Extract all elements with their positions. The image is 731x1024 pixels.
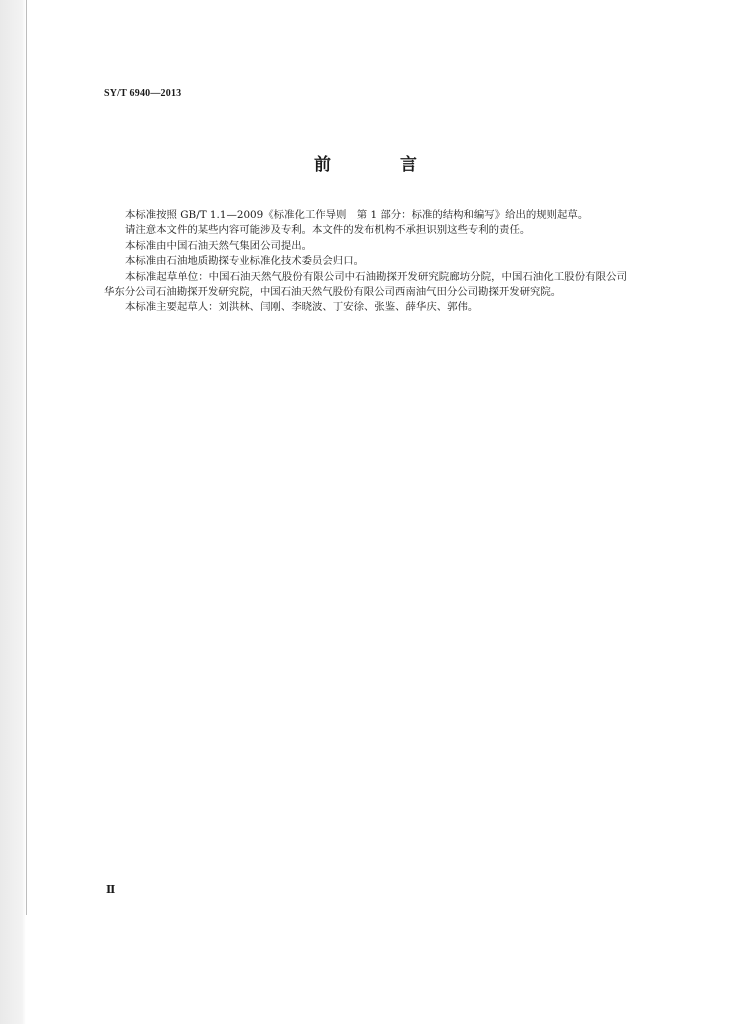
page-number: Ⅱ	[106, 884, 116, 896]
foreword-body	[104, 208, 627, 316]
paragraph-drafters: 本标准主要起草人：刘洪林、闫刚、李晓波、丁安徐、张鉴、薛华庆、郭伟。	[125, 301, 479, 314]
paragraph-patent-notice: 请注意本文件的某些内容可能涉及专利。本文件的发布机构不承担识别这些专利的责任。	[125, 224, 531, 237]
binding-rule	[26, 0, 27, 915]
paragraph-committee: 本标准由石油地质勘探专业标准化技术委员会归口。	[125, 255, 364, 268]
standard-code: SY/T 6940—2013	[104, 88, 182, 99]
paragraph-proposer: 本标准由中国石油天然气集团公司提出。	[125, 239, 313, 252]
page-title: 前 言	[314, 155, 443, 175]
paragraph-drafting-rules: 本标准按照 GB/T 1.1—2009《标准化工作导则 第 1 部分：标准的结构和编写》给出的规则起草。	[125, 209, 589, 221]
paragraph-drafting-units: 本标准起草单位：中国石油天然气股份有限公司中石油勘探开发研究院廊坊分院，中国石油化工股份有限公司华东分公司石油勘探开发研究院，中国石油天然气股份有限公司西南油气田分公司勘探开发研究院。	[104, 270, 627, 299]
